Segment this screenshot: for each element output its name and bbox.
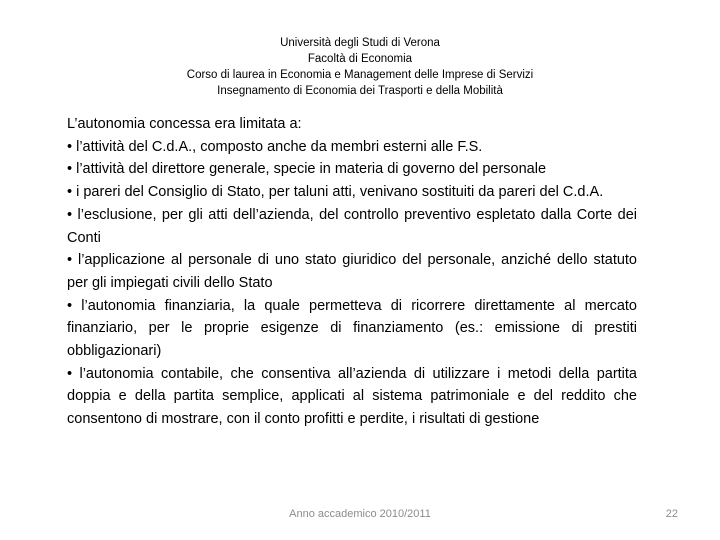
bullet-item: • l’attività del C.d.A., composto anche da membri esterni alle F.S. (67, 136, 637, 159)
bullet-item: • i pareri del Consiglio di Stato, per taluni atti, venivano sostituiti da pareri del C.d.A. (67, 181, 637, 204)
bullet-item: • l’esclusione, per gli atti dell’azienda, del controllo preventivo espletato dalla Corte dei Conti (67, 204, 637, 249)
intro-text: L’autonomia concessa era limitata a: (67, 116, 302, 132)
footer-academic-year: Anno accademico 2010/2011 (289, 508, 431, 520)
faculty-name: Facoltà di Economia (307, 53, 413, 65)
bullet-item: • l’autonomia contabile, che consentiva all’azienda di utilizzare i metodi della partita doppia e della partita semplice, applicati al sistema patrimoniale e del reddito che consentono di mostrare, con il conto profitti e perdite, i risultati di gestione (67, 363, 637, 431)
bullet-item: • l’autonomia finanziaria, la quale permetteva di ricorrere direttamente al mercato finanziario, per le proprie esigenze di finanziamento (es.: emissione di prestiti obbligazionari) (67, 295, 637, 363)
slide-header (0, 35, 720, 99)
bullet-item: • l’attività del direttore generale, specie in materia di governo del personale (67, 158, 637, 181)
course-title: Insegnamento di Economia dei Trasporti e della Mobilità (217, 85, 503, 97)
slide-body (67, 113, 637, 431)
degree-course: Corso di laurea in Economia e Management delle Imprese di Servizi (186, 69, 534, 81)
bullet-item: • l’applicazione al personale di uno stato giuridico del personale, anziché dello statuto per gli impiegati civili dello Stato (67, 249, 637, 294)
page-number: 22 (665, 508, 678, 520)
university-name: Università degli Studi di Verona (280, 37, 440, 49)
